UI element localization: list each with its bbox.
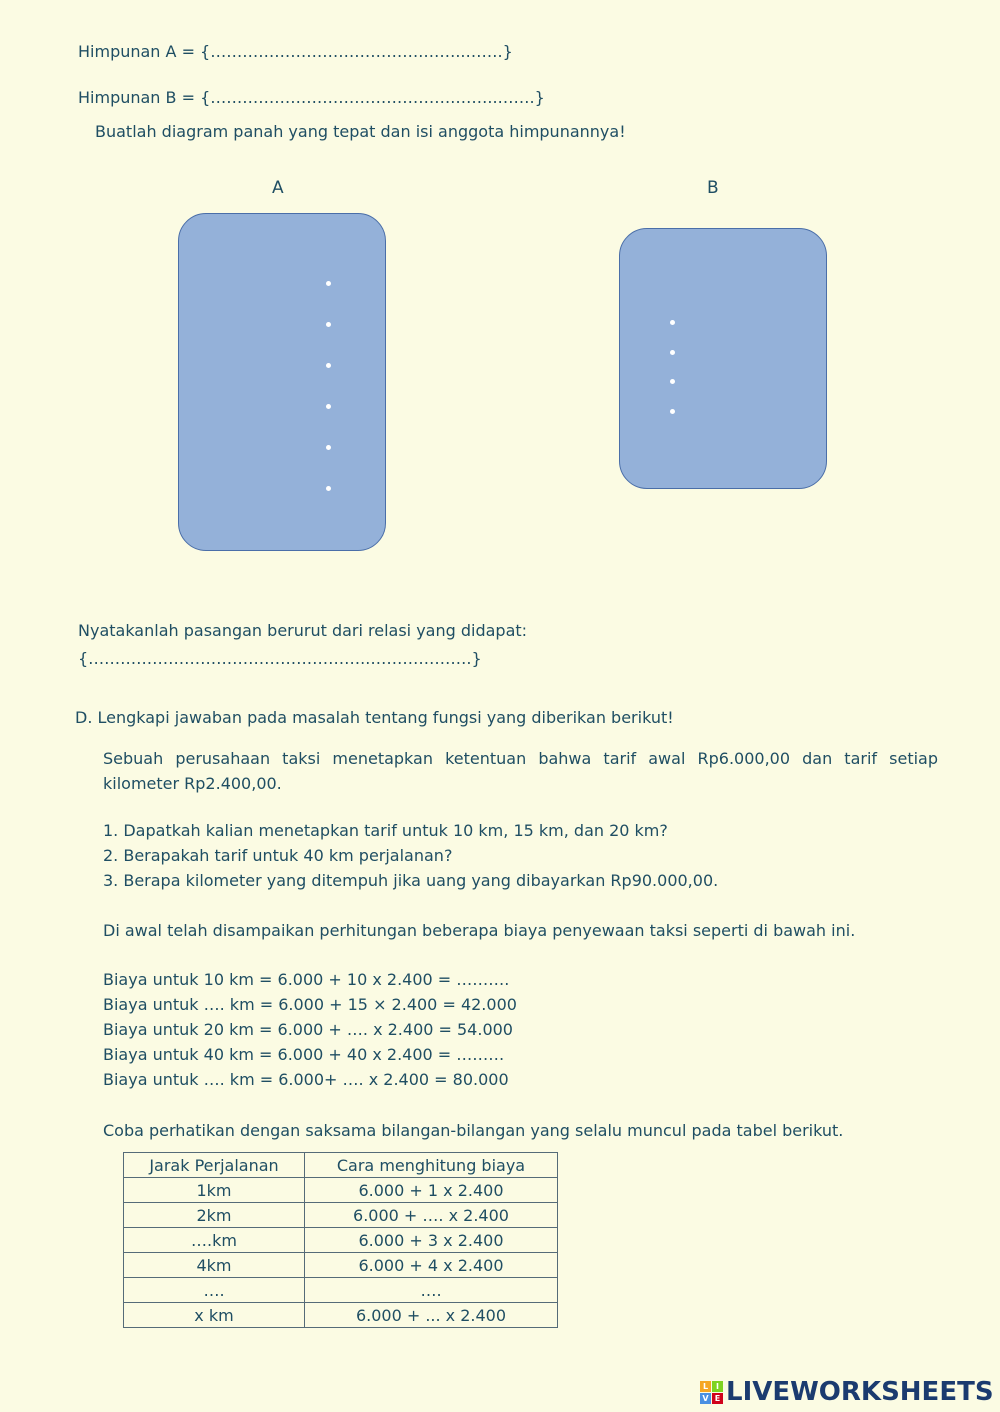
table-cell-method: 6.000 + 1 x 2.400 xyxy=(305,1178,558,1203)
set-b-label: B xyxy=(707,178,719,198)
calc-intro: Di awal telah disampaikan perhitungan beberapa biaya penyewaan taksi seperti di bawah ini. xyxy=(103,921,856,940)
logo-text: LIVEWORKSHEETS xyxy=(726,1377,994,1407)
table-cell-method: 6.000 + …. x 2.400 xyxy=(305,1203,558,1228)
set-member-dot xyxy=(670,379,675,384)
calc-line-3: Biaya untuk 20 km = 6.000 + …. x 2.400 = 54.000 xyxy=(103,1020,513,1039)
calc-line-2: Biaya untuk …. km = 6.000 + 15 × 2.400 = 42.000 xyxy=(103,995,517,1014)
set-member-dot xyxy=(326,322,331,327)
table-cell-distance: x km xyxy=(124,1303,305,1328)
table-cell-method: …. xyxy=(305,1278,558,1303)
question-2: 2. Berapakah tarif untuk 40 km perjalanan? xyxy=(103,846,453,865)
liveworksheets-logo[interactable] xyxy=(700,1378,994,1406)
problem-statement: Sebuah perusahaan taksi menetapkan ketentuan bahwa tarif awal Rp6.000,00 dan tarif setiap kilometer Rp2.400,00. xyxy=(103,749,938,793)
table-cell-distance: …. xyxy=(124,1278,305,1303)
instruction-text: Buatlah diagram panah yang tepat dan isi anggota himpunannya! xyxy=(95,122,626,141)
logo-mark-letter: E xyxy=(712,1393,723,1404)
calc-line-5: Biaya untuk …. km = 6.000+ …. x 2.400 = 80.000 xyxy=(103,1070,509,1089)
table-intro: Coba perhatikan dengan saksama bilangan-bilangan yang selalu muncul pada tabel berikut. xyxy=(103,1121,844,1140)
table-row xyxy=(124,1203,558,1228)
set-member-dot xyxy=(326,486,331,491)
table-cell-distance: 2km xyxy=(124,1203,305,1228)
table-row xyxy=(124,1178,558,1203)
table-header-row xyxy=(124,1153,558,1178)
table-cell-method: 6.000 + 3 x 2.400 xyxy=(305,1228,558,1253)
set-member-dot xyxy=(326,404,331,409)
logo-mark-icon xyxy=(700,1381,723,1404)
set-member-dot xyxy=(326,445,331,450)
table-cell-distance: 1km xyxy=(124,1178,305,1203)
pairs-prompt: Nyatakanlah pasangan berurut dari relasi yang didapat: xyxy=(78,621,528,640)
table-header-distance: Jarak Perjalanan xyxy=(124,1153,305,1178)
logo-mark-letter: I xyxy=(712,1381,723,1392)
table-cell-method: 6.000 + ... x 2.400 xyxy=(305,1303,558,1328)
question-1: 1. Dapatkah kalian menetapkan tarif untuk 10 km, 15 km, dan 20 km? xyxy=(103,821,668,840)
table-row xyxy=(124,1253,558,1278)
set-b-box xyxy=(619,228,827,489)
calc-line-1: Biaya untuk 10 km = 6.000 + 10 x 2.400 = ………. xyxy=(103,970,510,989)
set-member-dot xyxy=(326,281,331,286)
set-a-line: Himpunan A = {………………………………….……..…….} xyxy=(78,42,513,61)
calc-line-4: Biaya untuk 40 km = 6.000 + 40 x 2.400 = ……… xyxy=(103,1045,505,1064)
section-d-heading: D. Lengkapi jawaban pada masalah tentang fungsi yang diberikan berikut! xyxy=(75,708,674,727)
set-member-dot xyxy=(326,363,331,368)
question-3: 3. Berapa kilometer yang ditempuh jika uang yang dibayarkan Rp90.000,00. xyxy=(103,871,719,890)
table-row xyxy=(124,1303,558,1328)
set-b-line: Himpunan B = {……………………………………….……..…….} xyxy=(78,88,545,107)
set-a-box xyxy=(178,213,386,551)
table-cell-distance: ….km xyxy=(124,1228,305,1253)
set-a-label: A xyxy=(272,178,284,198)
set-member-dot xyxy=(670,320,675,325)
table-row xyxy=(124,1278,558,1303)
table-header-method: Cara menghitung biaya xyxy=(305,1153,558,1178)
table-cell-distance: 4km xyxy=(124,1253,305,1278)
cost-table xyxy=(123,1152,558,1328)
set-member-dot xyxy=(670,350,675,355)
logo-mark-letter: V xyxy=(700,1393,711,1404)
table-row xyxy=(124,1228,558,1253)
table-cell-method: 6.000 + 4 x 2.400 xyxy=(305,1253,558,1278)
set-member-dot xyxy=(670,409,675,414)
logo-mark-letter: L xyxy=(700,1381,711,1392)
pairs-blank: {……………………………………………..……………….} xyxy=(78,649,482,668)
